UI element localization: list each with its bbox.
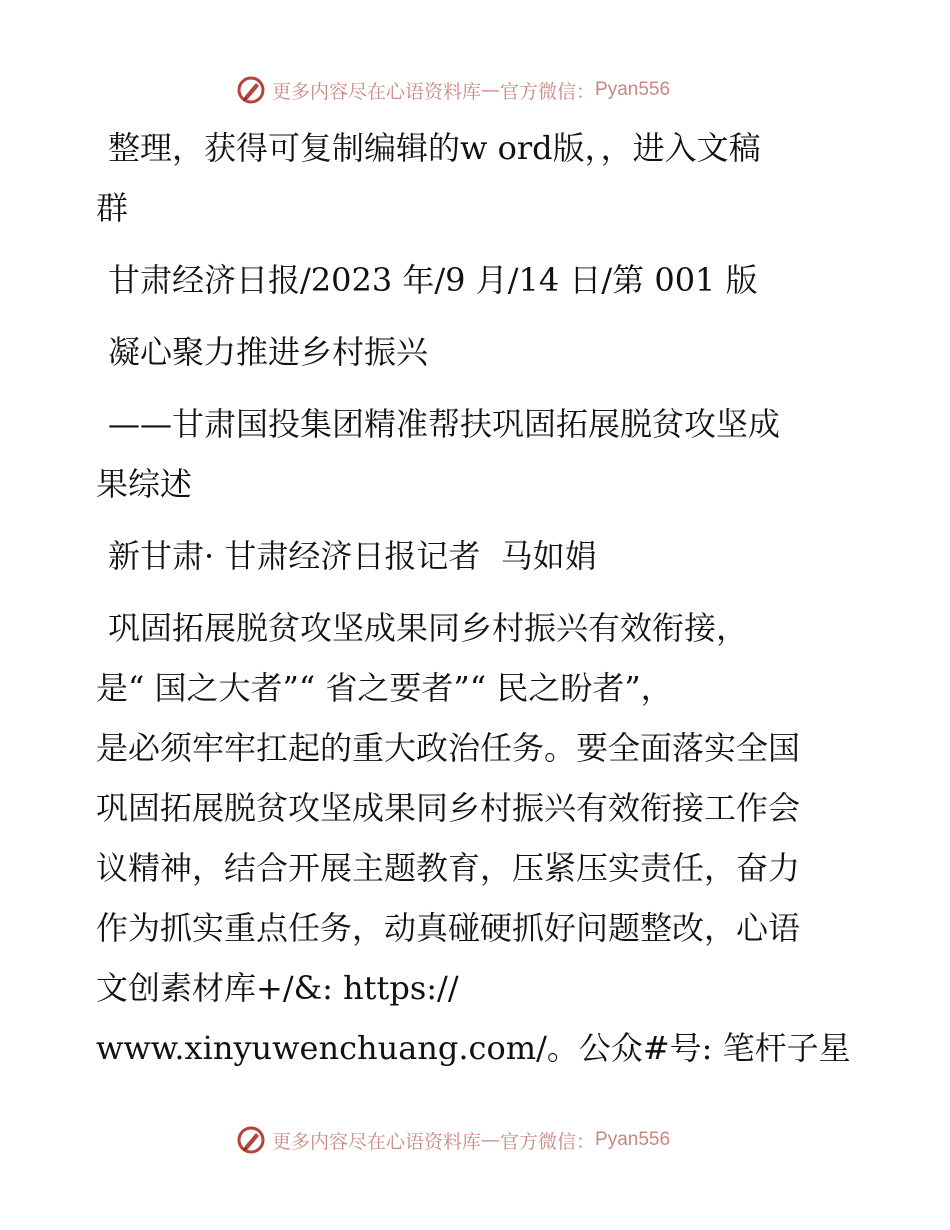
banner-wechat-id: Pyan556	[595, 1129, 671, 1150]
byline: 新甘肃· 甘肃经济日报记者 马如娟	[108, 537, 597, 575]
banner-text: 更多内容尽在心语资料库	[272, 80, 482, 103]
body-line: www.xinyuwenchuang.com/。公众#号: 笔杆子星	[96, 1029, 851, 1067]
banner-dash: —	[481, 1129, 501, 1151]
banner-dash: —	[481, 79, 501, 101]
body-line: 是“ 国之大者”“ 省之要者”“ 民之盼者”，	[96, 669, 673, 707]
body-line: 文创素材库+/&: https://	[96, 969, 459, 1007]
body-line: 巩固拓展脱贫攻坚成果同乡村振兴有效衔接工作会	[96, 789, 801, 827]
article-text	[96, 118, 856, 1078]
pen-circle-logo-icon	[236, 1125, 266, 1155]
banner-wechat-id: Pyan556	[595, 79, 671, 100]
article-title: 凝心聚力推进乡村振兴	[108, 333, 429, 371]
body-line: 作为抓实重点任务，动真碰硬抓好问题整改，心语	[96, 909, 801, 947]
banner-colon: ：	[576, 80, 596, 103]
body-line: 是必须牢牢扛起的重大政治任务。要全面落实全国	[96, 729, 801, 767]
pen-circle-logo-icon	[236, 75, 266, 105]
article-subtitle-line-2: 果综述	[96, 465, 193, 503]
banner-official: 官方微信	[500, 80, 577, 103]
intro-line-2: 群	[96, 189, 129, 227]
footer-banner	[236, 1122, 670, 1158]
banner-colon: ：	[576, 1130, 596, 1153]
banner-official: 官方微信	[500, 1130, 577, 1153]
banner-text: 更多内容尽在心语资料库	[272, 1130, 482, 1153]
body-line: 议精神，结合开展主题教育，压紧压实责任，奋力	[96, 849, 801, 887]
article-subtitle-line-1: ——甘肃国投集团精准帮扶巩固拓展脱贫攻坚成	[108, 405, 781, 443]
header-banner	[236, 72, 670, 108]
intro-line-1: 整理，获得可复制编辑的w ord版，，进入文稿	[108, 129, 761, 167]
source-line: 甘肃经济日报/2023 年/9 月/14 日/第 001 版	[108, 261, 758, 299]
body-line: 巩固拓展脱贫攻坚成果同乡村振兴有效衔接，	[108, 609, 749, 647]
